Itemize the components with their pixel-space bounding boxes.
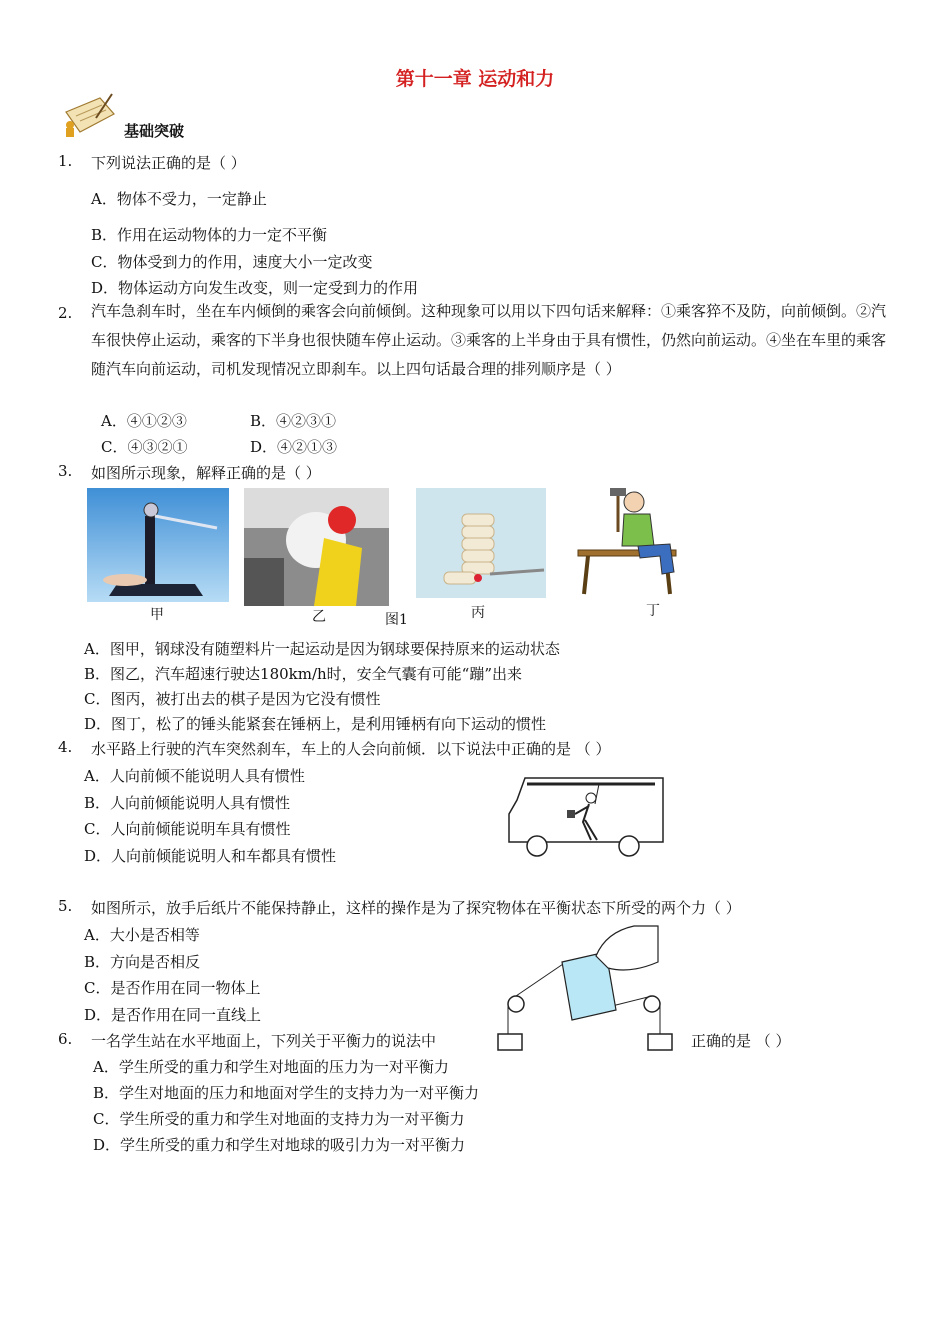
option-b: B．学生对地面的压力和地面对学生的支持力为一对平衡力 [93,1084,480,1102]
question-number: 2. [58,304,73,322]
section-heading: 基础突破 [124,122,185,140]
option-b: B．人向前倾能说明人具有惯性 [84,794,291,812]
option-a: A．学生所受的重力和学生对地面的压力为一对平衡力 [93,1058,449,1076]
caption-yi: 乙 [312,609,326,625]
option-c: C．学生所受的重力和学生对地面的支持力为一对平衡力 [93,1110,465,1128]
figure-jia-steel-ball [87,488,229,602]
option-a: A．图甲，钢球没有随塑料片一起运动是因为钢球要保持原来的运动状态 [84,640,560,658]
option-d: D．学生所受的重力和学生对地球的吸引力为一对平衡力 [93,1136,466,1154]
option-b: B．方向是否相反 [84,953,201,971]
figure-yi-airbag [244,488,389,606]
option-d: D．物体运动方向发生改变，则一定受到力的作用 [91,279,419,297]
option-c: C．④③②① [101,438,188,456]
question-stem: 一名学生站在水平地面上，下列关于平衡力的说法中 [91,1032,437,1050]
question-stem: 下列说法正确的是（ ） [91,154,246,172]
question-stem: 水平路上行驶的汽车突然刹车，车上的人会向前倾．以下说法中正确的是 （ ） [91,740,611,758]
page-title: 第十一章 运动和力 [395,68,555,90]
caption-ding: 丁 [646,603,660,619]
option-a: A．人向前倾不能说明人具有惯性 [84,767,305,785]
option-a: A．大小是否相等 [84,926,200,944]
option-c: C．人向前倾能说明车具有惯性 [84,820,291,838]
option-b: B．作用在运动物体的力一定不平衡 [91,226,328,244]
option-d: D．人向前倾能说明人和车都具有惯性 [84,847,337,865]
option-c: C．图丙，被打出去的棋子是因为它没有惯性 [84,690,381,708]
question-number: 4. [58,738,73,756]
caption-bing: 丙 [471,605,485,621]
question-number: 5. [58,897,73,915]
option-a: A．④①②③ [101,412,187,430]
notebook-pencil-icon [58,92,116,138]
question-stem: 汽车急刹车时，坐在车内倾倒的乘客会向前倾倒。这种现象可以用以下四句话来解释：①乘客猝不及防，向前倾倒。②汽车很快停止运动，乘客的下半身也很快随车停止运动。③乘客的上半身由于具有惯性，仍然向前运动。④坐在车里的乘客随汽车向前运动，司机发现情况立即刹车。以上四句话最合理的排列顺序是（ ） [91,302,887,378]
question-number: 3. [58,462,73,480]
figure-bus-passenger [505,770,667,860]
option-d: D．是否作用在同一直线上 [84,1006,262,1024]
figure-ding-hammer [574,482,692,600]
option-b: B．④②③① [250,412,337,430]
caption-jia: 甲 [150,607,164,623]
question-number: 6. [58,1030,73,1048]
figure-bing-chess-stack [416,488,546,598]
option-c: C．物体受到力的作用，速度大小一定改变 [91,253,373,271]
option-a: A．物体不受力，一定静止 [91,190,267,208]
option-d: D．图丁，松了的锤头能紧套在锤柄上，是利用锤柄有向下运动的惯性 [84,715,547,733]
question-stem: 如图所示，放手后纸片不能保持静止，这样的操作是为了探究物体在平衡状态下所受的两个力（ ） [91,899,741,917]
figure-card-pulleys [494,922,684,1054]
option-d: D．④②①③ [250,438,338,456]
option-c: C．是否作用在同一物体上 [84,979,261,997]
figure-caption: 图1 [385,612,408,628]
option-b: B．图乙，汽车超速行驶达180km/h时，安全气囊有可能“蹦”出来 [84,665,523,683]
question-stem-tail: 正确的是 （ ） [691,1032,791,1050]
question-stem: 如图所示现象，解释正确的是（ ） [91,464,321,482]
question-number: 1. [58,152,73,170]
